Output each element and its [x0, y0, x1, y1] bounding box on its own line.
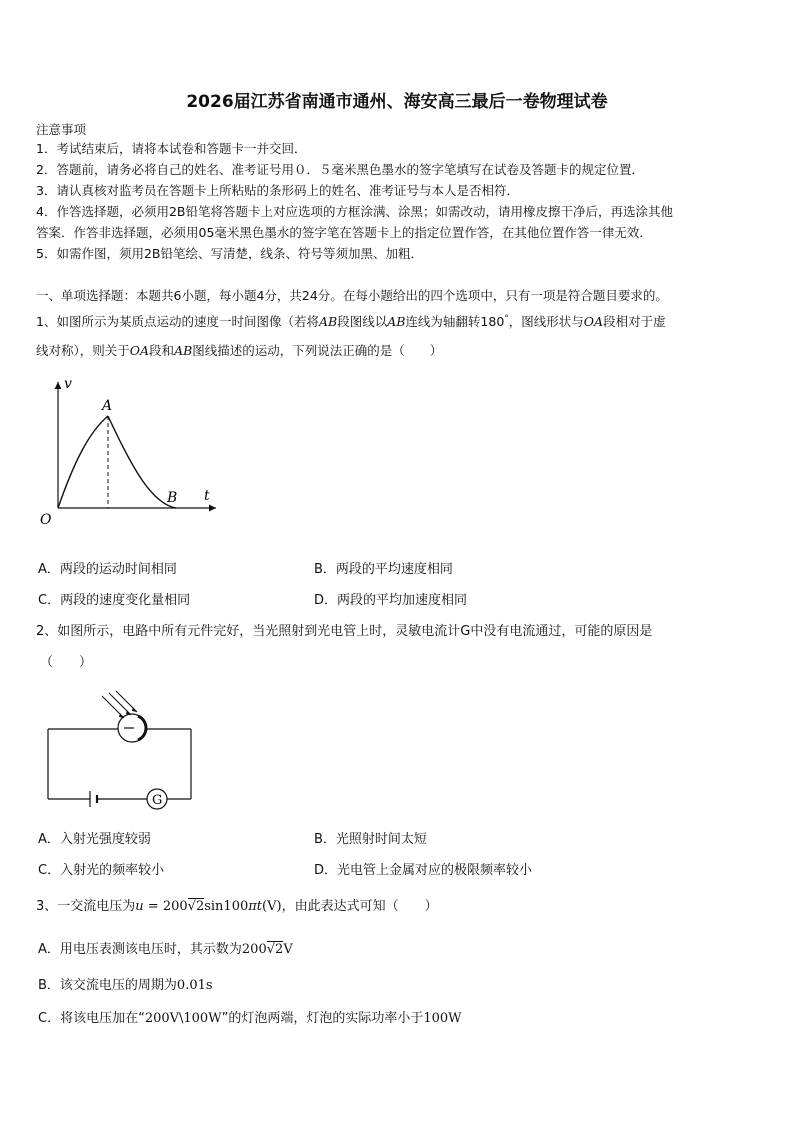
origin-label: O: [40, 512, 52, 528]
t-axis-label: t: [204, 488, 210, 504]
notice-item: 3．请认真核对监考员在答题卡上所粘贴的条形码上的姓名、准考证号与本人是否相符．: [36, 183, 519, 198]
galvanometer-label: G: [152, 793, 163, 808]
q3-option-c: C．将该电压加在“200V\100W”的灯泡两端，灯泡的实际功率小于100W: [38, 1011, 462, 1026]
q2-option-d: D．光电管上金属对应的极限频率较小: [314, 863, 533, 878]
q2-paren: （ ）: [40, 655, 93, 670]
section-heading: 一、单项选择题：本题共6小题，每小题4分，共24分。在每小题给出的四个选项中，只有一项是符合题目要求的。: [36, 288, 668, 303]
q1-stem-line1: 1、如图所示为某质点运动的速度一时间图像（若将AB段图线以AB连线为轴翻转180°，图线形状与OA段相对于虚: [36, 314, 666, 330]
q2-circuit-diagram: [40, 688, 200, 812]
notice-item: 2．答题前，请务必将自己的姓名、准考证号用０．５毫米黑色墨水的签字笔填写在试卷及答题卡的规定位置．: [36, 162, 644, 177]
point-a-label: A: [102, 398, 113, 414]
q3-option-a: A．用电压表测该电压时，其示数为200√2V: [38, 942, 293, 957]
notice-heading: 注意事项: [36, 122, 87, 137]
notice-item: 1．考试结束后，请将本试卷和答题卡一并交回．: [36, 141, 307, 156]
notice-item: 4．作答选择题，必须用2B铅笔将答题卡上对应选项的方框涂满、涂黑；如需改动，请用橡皮擦干净后，再选涂其他: [36, 204, 673, 219]
notice-item: 5．如需作图，须用2B铅笔绘、写清楚，线条、符号等须加黑、加粗．: [36, 246, 423, 261]
q1-option-a: A．两段的运动时间相同: [38, 562, 177, 577]
q2-option-b: B．光照射时间太短: [314, 832, 427, 847]
v-axis-label: v: [64, 376, 72, 392]
q1-option-d: D．两段的平均加速度相同: [314, 593, 468, 608]
q1-option-c: C．两段的速度变化量相同: [38, 593, 191, 608]
q3-option-b: B．该交流电压的周期为0.01s: [38, 978, 213, 993]
q2-option-a: A．入射光强度较弱: [38, 832, 151, 847]
q2-stem: 2、如图所示，电路中所有元件完好，当光照射到光电管上时，灵敏电流计G中没有电流通过，可能的原因是: [36, 624, 653, 639]
notice-item: 答案．作答非选择题，必须用05毫米黑色墨水的签字笔在答题卡上的指定位置作答，在其他位置作答一律无效．: [36, 225, 652, 240]
q1-velocity-time-graph: [34, 372, 224, 532]
q2-option-c: C．入射光的频率较小: [38, 863, 165, 878]
page-title: 2026届江苏省南通市通州、海安高三最后一卷物理试卷: [186, 92, 608, 112]
point-b-label: B: [167, 490, 178, 506]
q1-stem-line2: 线对称），则关于OA段和AB图线描述的运动，下列说法正确的是（ ）: [36, 343, 443, 358]
q3-stem: 3、一交流电压为u = 200√2sin100πt(V)，由此表达式可知（ ）: [36, 899, 438, 914]
q1-option-b: B．两段的平均速度相同: [314, 562, 453, 577]
segment-ab-curve: [108, 416, 176, 508]
segment-oa-curve: [58, 416, 108, 508]
